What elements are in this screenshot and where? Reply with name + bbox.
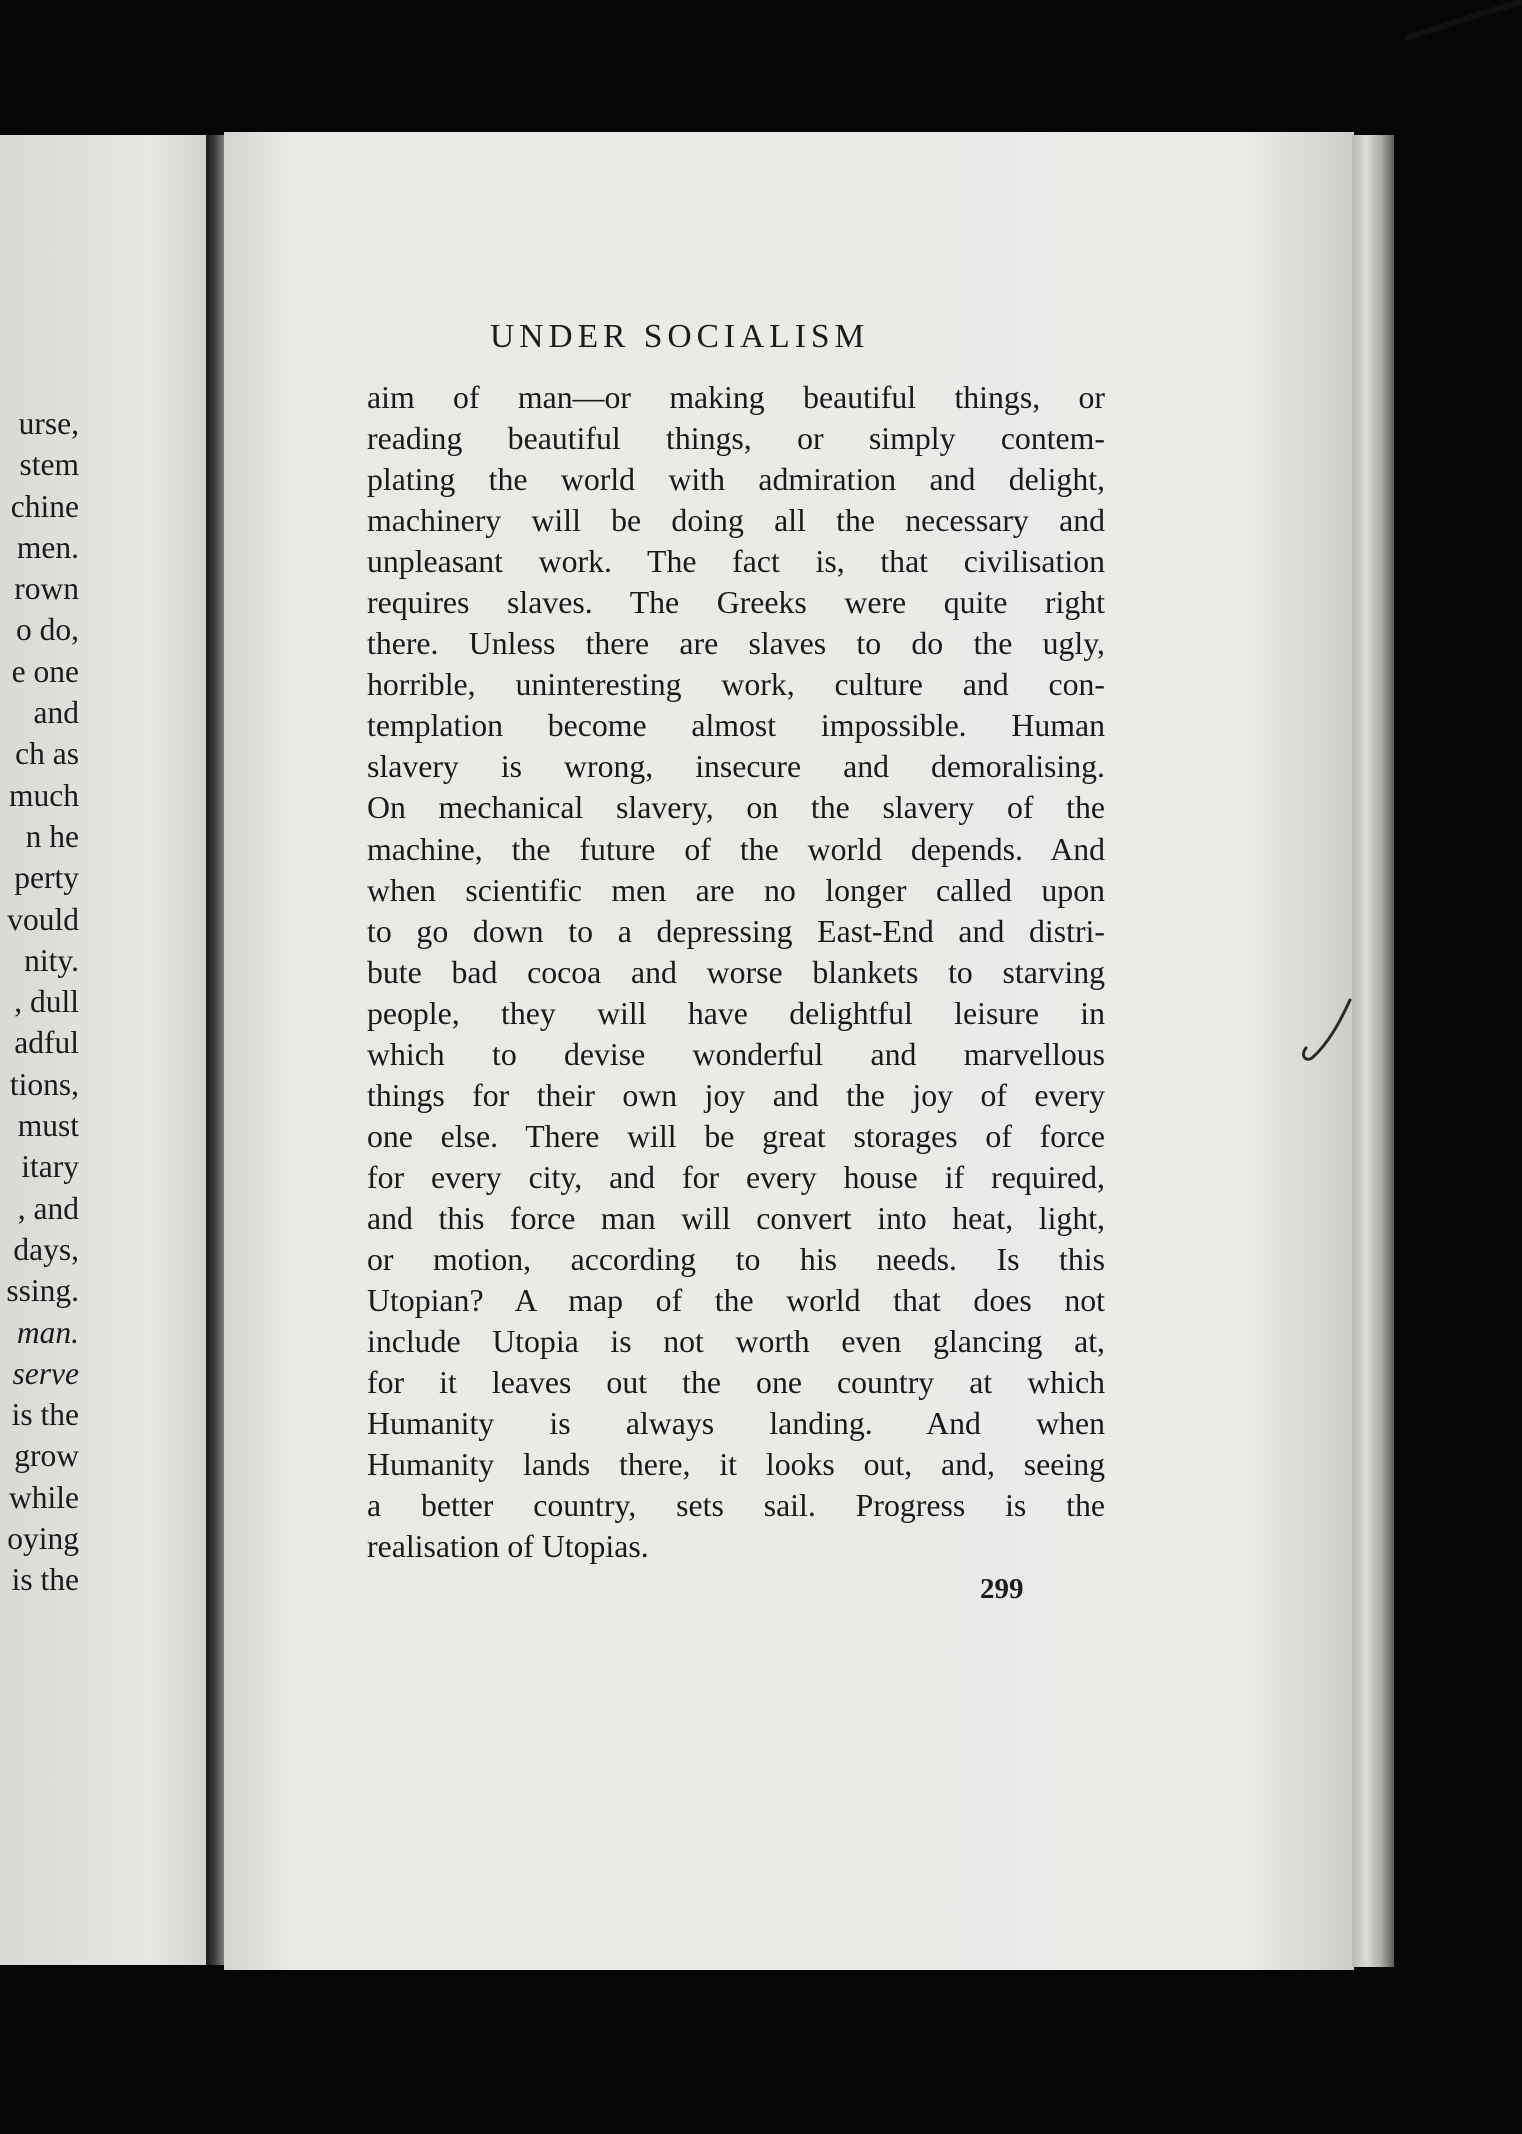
- left-line: adful: [14, 1025, 79, 1061]
- left-line: and: [33, 695, 79, 731]
- text-line: for every city, and for every house if required,: [367, 1159, 1105, 1195]
- page-number: 299: [980, 1573, 1024, 1605]
- left-line: days,: [13, 1231, 79, 1267]
- left-line: tions,: [9, 1066, 79, 1102]
- left-line: ssing.: [6, 1273, 79, 1309]
- left-line: ch as: [15, 736, 79, 772]
- text-line: include Utopia is not worth even glancing at,: [367, 1324, 1105, 1360]
- left-line: , and: [17, 1190, 79, 1226]
- corner-ink-stroke: [1405, 0, 1522, 40]
- page-edge: [1352, 135, 1394, 1967]
- left-line: oying: [7, 1521, 79, 1557]
- text-line: machinery will be doing all the necessary and: [367, 503, 1105, 539]
- text-line: things for their own joy and the joy of every: [367, 1077, 1105, 1113]
- left-line: chine: [10, 488, 79, 524]
- text-line: Humanity is always landing. And when: [367, 1406, 1105, 1442]
- text-line: slavery is wrong, insecure and demoralising.: [367, 749, 1105, 785]
- left-line: must: [17, 1108, 79, 1144]
- left-line: e one: [11, 653, 79, 689]
- left-line: much: [9, 777, 79, 813]
- left-line: men.: [16, 529, 79, 565]
- text-line: or motion, according to his needs. Is this: [367, 1241, 1105, 1277]
- text-line: which to devise wonderful and marvellous: [367, 1036, 1105, 1072]
- left-line: nity.: [24, 942, 79, 978]
- running-head: UNDER SOCIALISM: [490, 318, 870, 355]
- left-line: while: [9, 1479, 79, 1515]
- left-line: itary: [21, 1149, 79, 1185]
- left-line: n he: [25, 818, 79, 854]
- text-line: when scientific men are no longer called upon: [367, 872, 1105, 908]
- book-gutter: [206, 135, 226, 1965]
- left-line: perty: [14, 860, 79, 896]
- text-line: machine, the future of the world depends. And: [367, 831, 1105, 867]
- left-line: is the: [11, 1397, 79, 1433]
- text-line: for it leaves out the one country at which: [367, 1365, 1105, 1401]
- text-line: Utopian? A map of the world that does not: [367, 1283, 1105, 1319]
- text-line: On mechanical slavery, on the slavery of the: [367, 790, 1105, 826]
- left-page: [0, 135, 215, 1965]
- text-line: realisation of Utopias.: [367, 1529, 649, 1565]
- pencil-check-mark: [1296, 996, 1356, 1066]
- left-line: serve: [12, 1355, 79, 1391]
- text-line: one else. There will be great storages of force: [367, 1118, 1105, 1154]
- text-line: templation become almost impossible. Human: [367, 708, 1105, 744]
- left-line: stem: [19, 447, 79, 483]
- text-line: bute bad cocoa and worse blankets to starving: [367, 954, 1105, 990]
- text-line: horrible, uninteresting work, culture and con-: [367, 667, 1105, 703]
- text-line: and this force man will convert into heat, light,: [367, 1200, 1105, 1236]
- left-line: grow: [14, 1438, 79, 1474]
- text-line: reading beautiful things, or simply contem-: [367, 421, 1105, 457]
- left-line: urse,: [18, 406, 79, 441]
- left-line: , dull: [14, 984, 79, 1020]
- text-line: people, they will have delightful leisure in: [367, 995, 1105, 1031]
- left-line: is the: [11, 1562, 79, 1598]
- left-page-text: [0, 403, 79, 1601]
- body-text: [367, 377, 1105, 1567]
- text-line: requires slaves. The Greeks were quite right: [367, 585, 1105, 621]
- text-line: a better country, sets sail. Progress is the: [367, 1488, 1105, 1524]
- text-line: Humanity lands there, it looks out, and, seeing: [367, 1447, 1105, 1483]
- left-line: o do,: [16, 612, 79, 648]
- left-line: rown: [14, 571, 79, 607]
- left-line: vould: [7, 901, 79, 937]
- text-line: there. Unless there are slaves to do the ugly,: [367, 626, 1105, 662]
- text-line: aim of man—or making beautiful things, or: [367, 380, 1105, 415]
- text-line: plating the world with admiration and delight,: [367, 462, 1105, 498]
- left-line: man.: [16, 1314, 79, 1350]
- text-line: to go down to a depressing East-End and distri-: [367, 913, 1105, 949]
- text-line: unpleasant work. The fact is, that civilisation: [367, 544, 1105, 580]
